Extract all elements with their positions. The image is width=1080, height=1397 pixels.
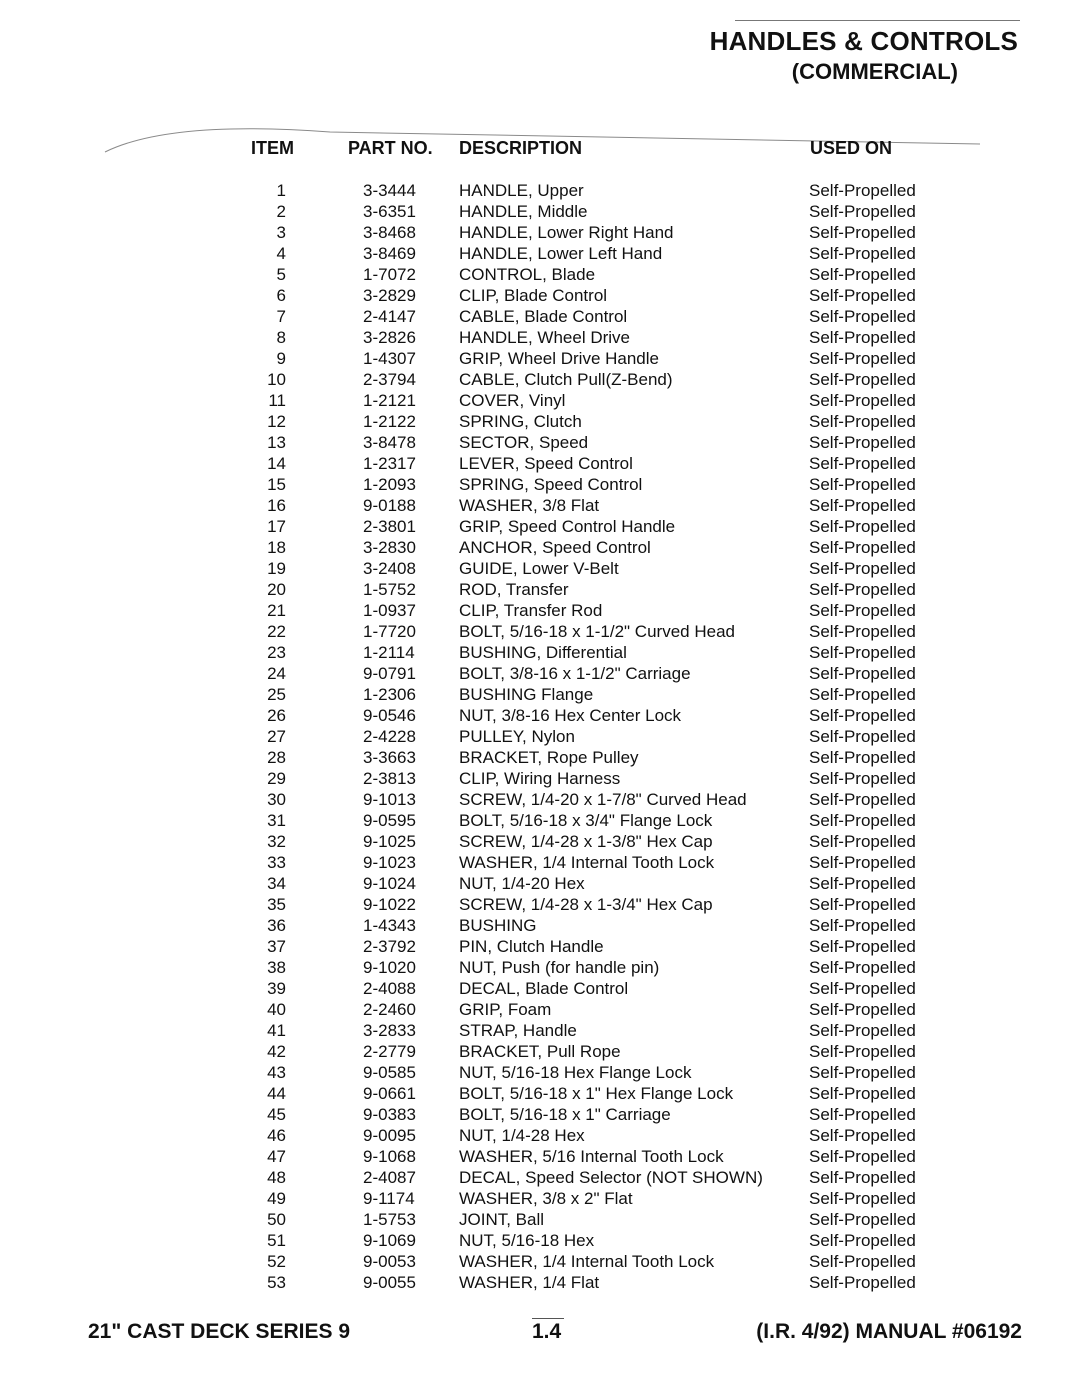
part-description: GUIDE, Lower V-Belt [459,559,619,578]
part-description: NUT, 5/16-18 Hex Flange Lock [459,1063,692,1082]
item-number: 39 [267,979,286,998]
table-row [0,915,1080,936]
item-number: 6 [276,286,286,305]
table-row [0,894,1080,915]
item-number: 16 [267,496,286,515]
used-on: Self-Propelled [809,580,916,599]
column-header-item: ITEM [251,138,294,158]
part-description: PIN, Clutch Handle [459,937,604,956]
part-description: NUT, 5/16-18 Hex [459,1231,595,1250]
table-row [0,663,1080,684]
part-description: SPRING, Clutch [459,412,582,431]
item-number: 10 [267,370,286,389]
part-number: 2-3813 [363,769,416,788]
item-number: 5 [276,265,286,284]
item-number: 3 [276,223,286,242]
table-row [0,936,1080,957]
table-row [0,474,1080,495]
part-number: 1-4343 [363,916,416,935]
item-number: 18 [267,538,286,557]
part-number: 9-0188 [363,496,416,515]
item-number: 30 [267,790,286,809]
part-number: 1-7720 [363,622,416,641]
used-on: Self-Propelled [809,1126,916,1145]
part-number: 1-2317 [363,454,416,473]
used-on: Self-Propelled [809,685,916,704]
used-on: Self-Propelled [809,979,916,998]
item-number: 23 [267,643,286,662]
part-description: SCREW, 1/4-20 x 1-7/8" Curved Head [459,790,747,809]
used-on: Self-Propelled [809,1210,916,1229]
table-row [0,390,1080,411]
table-row [0,999,1080,1020]
table-row [0,1230,1080,1251]
part-description: CLIP, Blade Control [459,286,608,305]
table-row [0,222,1080,243]
used-on: Self-Propelled [809,202,916,221]
footer-series: 21" CAST DECK SERIES 9 [88,1320,351,1343]
used-on: Self-Propelled [809,496,916,515]
table-row [0,873,1080,894]
part-number: 1-5753 [363,1210,416,1229]
part-number: 9-0383 [363,1105,416,1124]
used-on: Self-Propelled [809,874,916,893]
used-on: Self-Propelled [809,622,916,641]
item-number: 12 [267,412,286,431]
part-number: 9-0595 [363,811,416,830]
table-row [0,1062,1080,1083]
used-on: Self-Propelled [809,811,916,830]
part-description: DECAL, Speed Selector (NOT SHOWN) [459,1168,763,1187]
item-number: 29 [267,769,286,788]
used-on: Self-Propelled [809,181,916,200]
part-description: CABLE, Clutch Pull(Z-Bend) [459,370,673,389]
used-on: Self-Propelled [809,391,916,410]
item-number: 51 [267,1231,286,1250]
used-on: Self-Propelled [809,1105,916,1124]
table-row [0,789,1080,810]
used-on: Self-Propelled [809,538,916,557]
part-description: WASHER, 1/4 Internal Tooth Lock [459,1252,715,1271]
part-description: BRACKET, Rope Pulley [459,748,639,767]
used-on: Self-Propelled [809,1084,916,1103]
item-number: 41 [267,1021,286,1040]
used-on: Self-Propelled [809,454,916,473]
part-number: 1-2114 [363,643,415,662]
part-number: 9-1024 [363,874,416,893]
part-number: 3-8468 [363,223,416,242]
part-description: CABLE, Blade Control [459,307,628,326]
used-on: Self-Propelled [809,1063,916,1082]
part-number: 3-3663 [363,748,416,767]
part-number: 1-0937 [363,601,416,620]
part-description: BOLT, 5/16-18 x 1" Carriage [459,1105,671,1124]
part-number: 2-2460 [363,1000,416,1019]
part-number: 2-3794 [363,370,416,389]
part-description: WASHER, 3/8 Flat [459,496,600,515]
part-description: JOINT, Ball [459,1210,545,1229]
item-number: 49 [267,1189,286,1208]
item-number: 22 [267,622,286,641]
part-description: NUT, 3/8-16 Hex Center Lock [459,706,682,725]
item-number: 33 [267,853,286,872]
item-number: 43 [267,1063,286,1082]
part-description: COVER, Vinyl [459,391,566,410]
part-description: LEVER, Speed Control [459,454,633,473]
used-on: Self-Propelled [809,286,916,305]
used-on: Self-Propelled [809,1000,916,1019]
table-row [0,180,1080,201]
table-row [0,768,1080,789]
used-on: Self-Propelled [809,1147,916,1166]
part-description: HANDLE, Upper [459,181,584,200]
used-on: Self-Propelled [809,265,916,284]
part-description: HANDLE, Wheel Drive [459,328,630,347]
part-number: 1-2122 [363,412,416,431]
table-row [0,1104,1080,1125]
part-number: 9-1023 [363,853,416,872]
used-on: Self-Propelled [809,664,916,683]
item-number: 36 [267,916,286,935]
part-description: ROD, Transfer [459,580,569,599]
table-row [0,1020,1080,1041]
part-description: CONTROL, Blade [459,265,596,284]
item-number: 11 [268,391,286,410]
table-row [0,1041,1080,1062]
used-on: Self-Propelled [809,223,916,242]
part-description: SPRING, Speed Control [459,475,643,494]
table-row [0,411,1080,432]
part-number: 9-0095 [363,1126,416,1145]
page-number-rule [532,1318,564,1319]
used-on: Self-Propelled [809,727,916,746]
item-number: 15 [267,475,286,494]
item-number: 21 [267,601,286,620]
part-number: 2-3801 [363,517,416,536]
used-on: Self-Propelled [809,475,916,494]
part-description: BRACKET, Pull Rope [459,1042,621,1061]
used-on: Self-Propelled [809,790,916,809]
column-header-part-no: PART NO. [348,138,433,158]
part-number: 2-4228 [363,727,416,746]
item-number: 9 [276,349,286,368]
used-on: Self-Propelled [809,328,916,347]
table-row [0,306,1080,327]
part-description: GRIP, Foam [459,1000,552,1019]
part-description: BUSHING Flange [459,685,594,704]
item-number: 1 [276,181,286,200]
part-description: SCREW, 1/4-28 x 1-3/8" Hex Cap [459,832,713,851]
item-number: 37 [267,937,286,956]
part-number: 9-0053 [363,1252,416,1271]
table-row [0,852,1080,873]
part-description: BUSHING [459,916,537,935]
item-number: 4 [276,244,286,263]
table-row [0,1083,1080,1104]
item-number: 50 [267,1210,286,1229]
table-row [0,285,1080,306]
part-description: BOLT, 5/16-18 x 1-1/2" Curved Head [459,622,735,641]
item-number: 19 [267,559,286,578]
item-number: 47 [267,1147,286,1166]
part-number: 9-1013 [363,790,416,809]
page-title: HANDLES & CONTROLS [709,26,1018,56]
table-row [0,978,1080,999]
parts-list [0,180,1080,1293]
part-description: WASHER, 1/4 Internal Tooth Lock [459,853,715,872]
used-on: Self-Propelled [809,1021,916,1040]
part-description: WASHER, 3/8 x 2" Flat [459,1189,633,1208]
table-row [0,516,1080,537]
part-number: 3-2826 [363,328,416,347]
used-on: Self-Propelled [809,1189,916,1208]
part-number: 9-1174 [363,1189,415,1208]
used-on: Self-Propelled [809,1252,916,1271]
table-row [0,957,1080,978]
part-description: NUT, Push (for handle pin) [459,958,660,977]
table-row [0,579,1080,600]
item-number: 38 [267,958,286,977]
used-on: Self-Propelled [809,769,916,788]
column-header-used-on: USED ON [810,138,893,158]
used-on: Self-Propelled [809,559,916,578]
part-description: BOLT, 5/16-18 x 3/4" Flange Lock [459,811,713,830]
used-on: Self-Propelled [809,916,916,935]
table-row [0,432,1080,453]
part-number: 9-1022 [363,895,416,914]
table-row [0,1167,1080,1188]
used-on: Self-Propelled [809,937,916,956]
part-number: 2-2779 [363,1042,416,1061]
used-on: Self-Propelled [809,370,916,389]
used-on: Self-Propelled [809,1273,916,1292]
part-number: 3-2829 [363,286,416,305]
part-number: 3-2833 [363,1021,416,1040]
table-row [0,831,1080,852]
item-number: 2 [276,202,286,221]
part-description: NUT, 1/4-20 Hex [459,874,585,893]
part-description: WASHER, 5/16 Internal Tooth Lock [459,1147,724,1166]
part-description: HANDLE, Middle [459,202,588,221]
item-number: 48 [267,1168,286,1187]
part-number: 9-0791 [363,664,416,683]
table-row [0,642,1080,663]
used-on: Self-Propelled [809,895,916,914]
part-description: CLIP, Wiring Harness [459,769,621,788]
part-number: 9-0585 [363,1063,416,1082]
item-number: 8 [276,328,286,347]
page-subtitle: (COMMERCIAL) [791,59,958,84]
part-number: 9-1068 [363,1147,416,1166]
part-number: 2-4088 [363,979,416,998]
part-number: 2-3792 [363,937,416,956]
part-description: CLIP, Transfer Rod [459,601,603,620]
part-number: 2-4147 [363,307,416,326]
item-number: 24 [267,664,286,683]
item-number: 31 [267,811,286,830]
table-row [0,1251,1080,1272]
part-number: 1-2306 [363,685,416,704]
table-row [0,705,1080,726]
table-row [0,1146,1080,1167]
part-number: 1-5752 [363,580,416,599]
part-description: WASHER, 1/4 Flat [459,1273,600,1292]
part-number: 2-4087 [363,1168,416,1187]
part-description: NUT, 1/4-28 Hex [459,1126,585,1145]
footer-manual: (I.R. 4/92) MANUAL #06192 [756,1320,1022,1343]
part-description: GRIP, Speed Control Handle [459,517,676,536]
used-on: Self-Propelled [809,517,916,536]
table-row [0,453,1080,474]
part-number: 3-8469 [363,244,416,263]
page-number: 1.4 [532,1320,562,1343]
item-number: 52 [267,1252,286,1271]
part-description: HANDLE, Lower Right Hand [459,223,674,242]
used-on: Self-Propelled [809,1168,916,1187]
part-number: 3-6351 [363,202,416,221]
part-description: STRAP, Handle [459,1021,577,1040]
part-description: SECTOR, Speed [459,433,589,452]
used-on: Self-Propelled [809,601,916,620]
item-number: 13 [267,433,286,452]
item-number: 25 [267,685,286,704]
table-row [0,684,1080,705]
part-description: HANDLE, Lower Left Hand [459,244,663,263]
part-number: 9-1020 [363,958,416,977]
used-on: Self-Propelled [809,748,916,767]
part-number: 9-1069 [363,1231,416,1250]
part-number: 1-2093 [363,475,416,494]
table-row [0,621,1080,642]
column-header-description: DESCRIPTION [459,138,583,158]
used-on: Self-Propelled [809,307,916,326]
table-row [0,1125,1080,1146]
part-number: 3-2830 [363,538,416,557]
table-row [0,1188,1080,1209]
part-number: 9-0661 [363,1084,416,1103]
used-on: Self-Propelled [809,832,916,851]
part-number: 3-2408 [363,559,416,578]
item-number: 14 [267,454,286,473]
item-number: 32 [267,832,286,851]
used-on: Self-Propelled [809,1042,916,1061]
part-description: PULLEY, Nylon [459,727,575,746]
item-number: 40 [267,1000,286,1019]
table-row [0,537,1080,558]
item-number: 42 [267,1042,286,1061]
used-on: Self-Propelled [809,412,916,431]
used-on: Self-Propelled [809,958,916,977]
used-on: Self-Propelled [809,244,916,263]
part-number: 9-0546 [363,706,416,725]
used-on: Self-Propelled [809,433,916,452]
part-number: 1-7072 [363,265,416,284]
part-number: 9-1025 [363,832,416,851]
part-number: 3-3444 [363,181,416,200]
part-description: GRIP, Wheel Drive Handle [459,349,659,368]
table-row [0,264,1080,285]
item-number: 45 [267,1105,286,1124]
used-on: Self-Propelled [809,643,916,662]
table-row [0,495,1080,516]
table-row [0,1272,1080,1293]
table-row [0,747,1080,768]
item-number: 28 [267,748,286,767]
table-row [0,369,1080,390]
table-row [0,1209,1080,1230]
table-row [0,558,1080,579]
part-description: SCREW, 1/4-28 x 1-3/4" Hex Cap [459,895,713,914]
item-number: 35 [267,895,286,914]
part-number: 1-2121 [363,391,416,410]
item-number: 7 [276,307,286,326]
used-on: Self-Propelled [809,349,916,368]
item-number: 34 [267,874,286,893]
item-number: 20 [267,580,286,599]
used-on: Self-Propelled [809,706,916,725]
part-number: 9-0055 [363,1273,416,1292]
part-description: BUSHING, Differential [459,643,627,662]
item-number: 27 [267,727,286,746]
part-number: 1-4307 [363,349,416,368]
part-description: BOLT, 5/16-18 x 1" Hex Flange Lock [459,1084,734,1103]
item-number: 53 [267,1273,286,1292]
part-description: BOLT, 3/8-16 x 1-1/2" Carriage [459,664,691,683]
table-row [0,327,1080,348]
table-row [0,348,1080,369]
table-row [0,726,1080,747]
table-row [0,201,1080,222]
table-row [0,243,1080,264]
item-number: 26 [267,706,286,725]
part-description: DECAL, Blade Control [459,979,629,998]
used-on: Self-Propelled [809,1231,916,1250]
part-description: ANCHOR, Speed Control [459,538,651,557]
table-row [0,810,1080,831]
item-number: 46 [267,1126,286,1145]
used-on: Self-Propelled [809,853,916,872]
part-number: 3-8478 [363,433,416,452]
item-number: 44 [267,1084,286,1103]
table-row [0,600,1080,621]
item-number: 17 [267,517,286,536]
